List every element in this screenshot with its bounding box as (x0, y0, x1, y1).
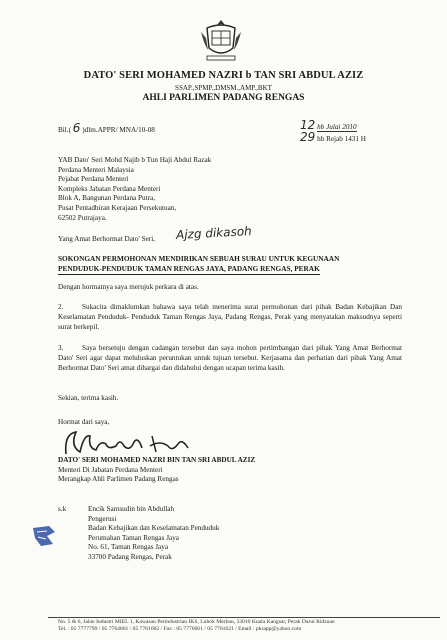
salutation: Yang Amat Berhormat Dato' Seri, (58, 235, 155, 243)
recipient-line: Kompleks Jabatan Perdana Menteri (58, 184, 161, 193)
recipient-line: Perdana Menteri Malaysia (58, 165, 134, 174)
recipient-block (58, 156, 211, 223)
recipient-line: 62502 Putrajaya. (58, 213, 107, 222)
closing: Sekian, terima kasih. (58, 394, 119, 402)
date-hijri (300, 130, 366, 145)
signatory-line: Merangkap Ahli Parlimen Padang Rengas (58, 475, 179, 484)
paragraph-number: 2. (58, 303, 64, 311)
recipient-line: Pusat Pentadbiran Kerajaan Persekutuan, (58, 203, 177, 212)
reference-number: 6 (72, 121, 81, 135)
reference-code: )dlm.APPR/ MNA/10-08 (82, 126, 155, 134)
reference-label: Bil.( (58, 126, 71, 134)
subject-line: SOKONGAN PERMOHONAN MENDIRIKAN SEBUAH SURAU UNTUK KEGUNAAN (58, 254, 340, 263)
cc-line: Pengerusi (88, 514, 117, 523)
letterhead-honours: SSAP.,SPMP.,DMSM.,AMP.,BKT (175, 84, 272, 92)
footer-block (58, 619, 335, 633)
recipient-line: YAB Dato' Seri Mohd Najib b Tun Haji Abdul Razak (58, 156, 212, 164)
cc-label: s.k (58, 505, 67, 513)
cc-line: Perumahan Taman Rengas Jaya (88, 533, 179, 542)
recipient-line: Blok A, Bangunan Perdana Putra, (58, 194, 156, 203)
subject-block (58, 254, 339, 275)
paragraph-number: 3. (58, 344, 64, 352)
subject-line: PENDUDUK-PENDUDUK TAMAN RENGAS JAYA, PADANG RENGAS, PERAK (58, 264, 320, 273)
paragraph-2: Sukacita dimaklumkan bahawa saya telah menerima surat permohonan dari pihak Badan Kebajikan Dan Keselamatan Penduduk- Penduduk Taman Rengas Jaya, Padang Rengas, Perak yang menyatakan maksudnya seperti surat berkepil. (58, 303, 402, 331)
recipient-line: Pejabat Perdana Menteri (58, 175, 129, 184)
date-gregorian-text: hb Julai 2010 (317, 123, 357, 131)
signatory-line: Menteri Di Jabatan Perdana Menteri (58, 465, 163, 474)
cc-line: Encik Samsudin bin Abdullah (88, 505, 175, 513)
date-gregorian-day: 12 (300, 118, 316, 132)
letterhead-name: DATO' SERI MOHAMED NAZRI b TAN SRI ABDUL AZIZ (83, 70, 364, 81)
greeting: Dengan hormatnya saya merujuk perkara di atas. (58, 283, 199, 291)
cc-line: 33700 Padang Rengas, Perak (88, 552, 172, 561)
reference-line (58, 121, 155, 136)
coat-of-arms-icon (199, 18, 243, 64)
footer-contact: Tel. : 05 7777799 / 05 7764061 / 05 7761602 / Fax : 05 7776061 / 05 7761621 / Email : pkrapp@yahoo.com (58, 626, 302, 632)
handwritten-note: Ajzg dikasoh (175, 224, 253, 242)
cc-line: No. 61, Taman Rengas Jaya (88, 543, 169, 552)
cc-block (88, 505, 219, 563)
ink-mark-icon (29, 522, 59, 550)
cc-line: Badan Kebajikan dan Keselamatan Penduduk (88, 524, 220, 533)
signature-icon (60, 426, 200, 460)
sign-off: Hormat dari saya, (58, 418, 110, 426)
date-hijri-day: 29 (300, 130, 316, 144)
letterhead-title: AHLI PARLIMEN PADANG RENGAS (142, 93, 305, 103)
footer-divider (48, 617, 440, 618)
date-hijri-text: hb Rejab 1431 H (317, 135, 366, 143)
paragraph-3: Saya bersetuju dengan cadangan tersebut dan saya mohon pertimbangan dari pihak Yang Amat Berhormat Dato' Seri agar dapat meluluskan peruntukan untuk tujuan tersebut. Kerjasama dan perhatian dari pihak Yang Amat Berhormat Dato' Seri amat dihargai dan didahului dengan ucapan terima kasih. (58, 344, 402, 372)
footer-address: No. 5 & 6, Jalan Industri MIEL 1, Kawasan Perindustrian IKS, Lubok Merbau, 33010 Kuala Kangsar, Perak Darul Ridzuan (58, 619, 335, 625)
signatory-block (58, 456, 255, 485)
signatory-name: DATO' SERI MOHAMED NAZRI BIN TAN SRI ABDUL AZIZ (58, 456, 256, 464)
